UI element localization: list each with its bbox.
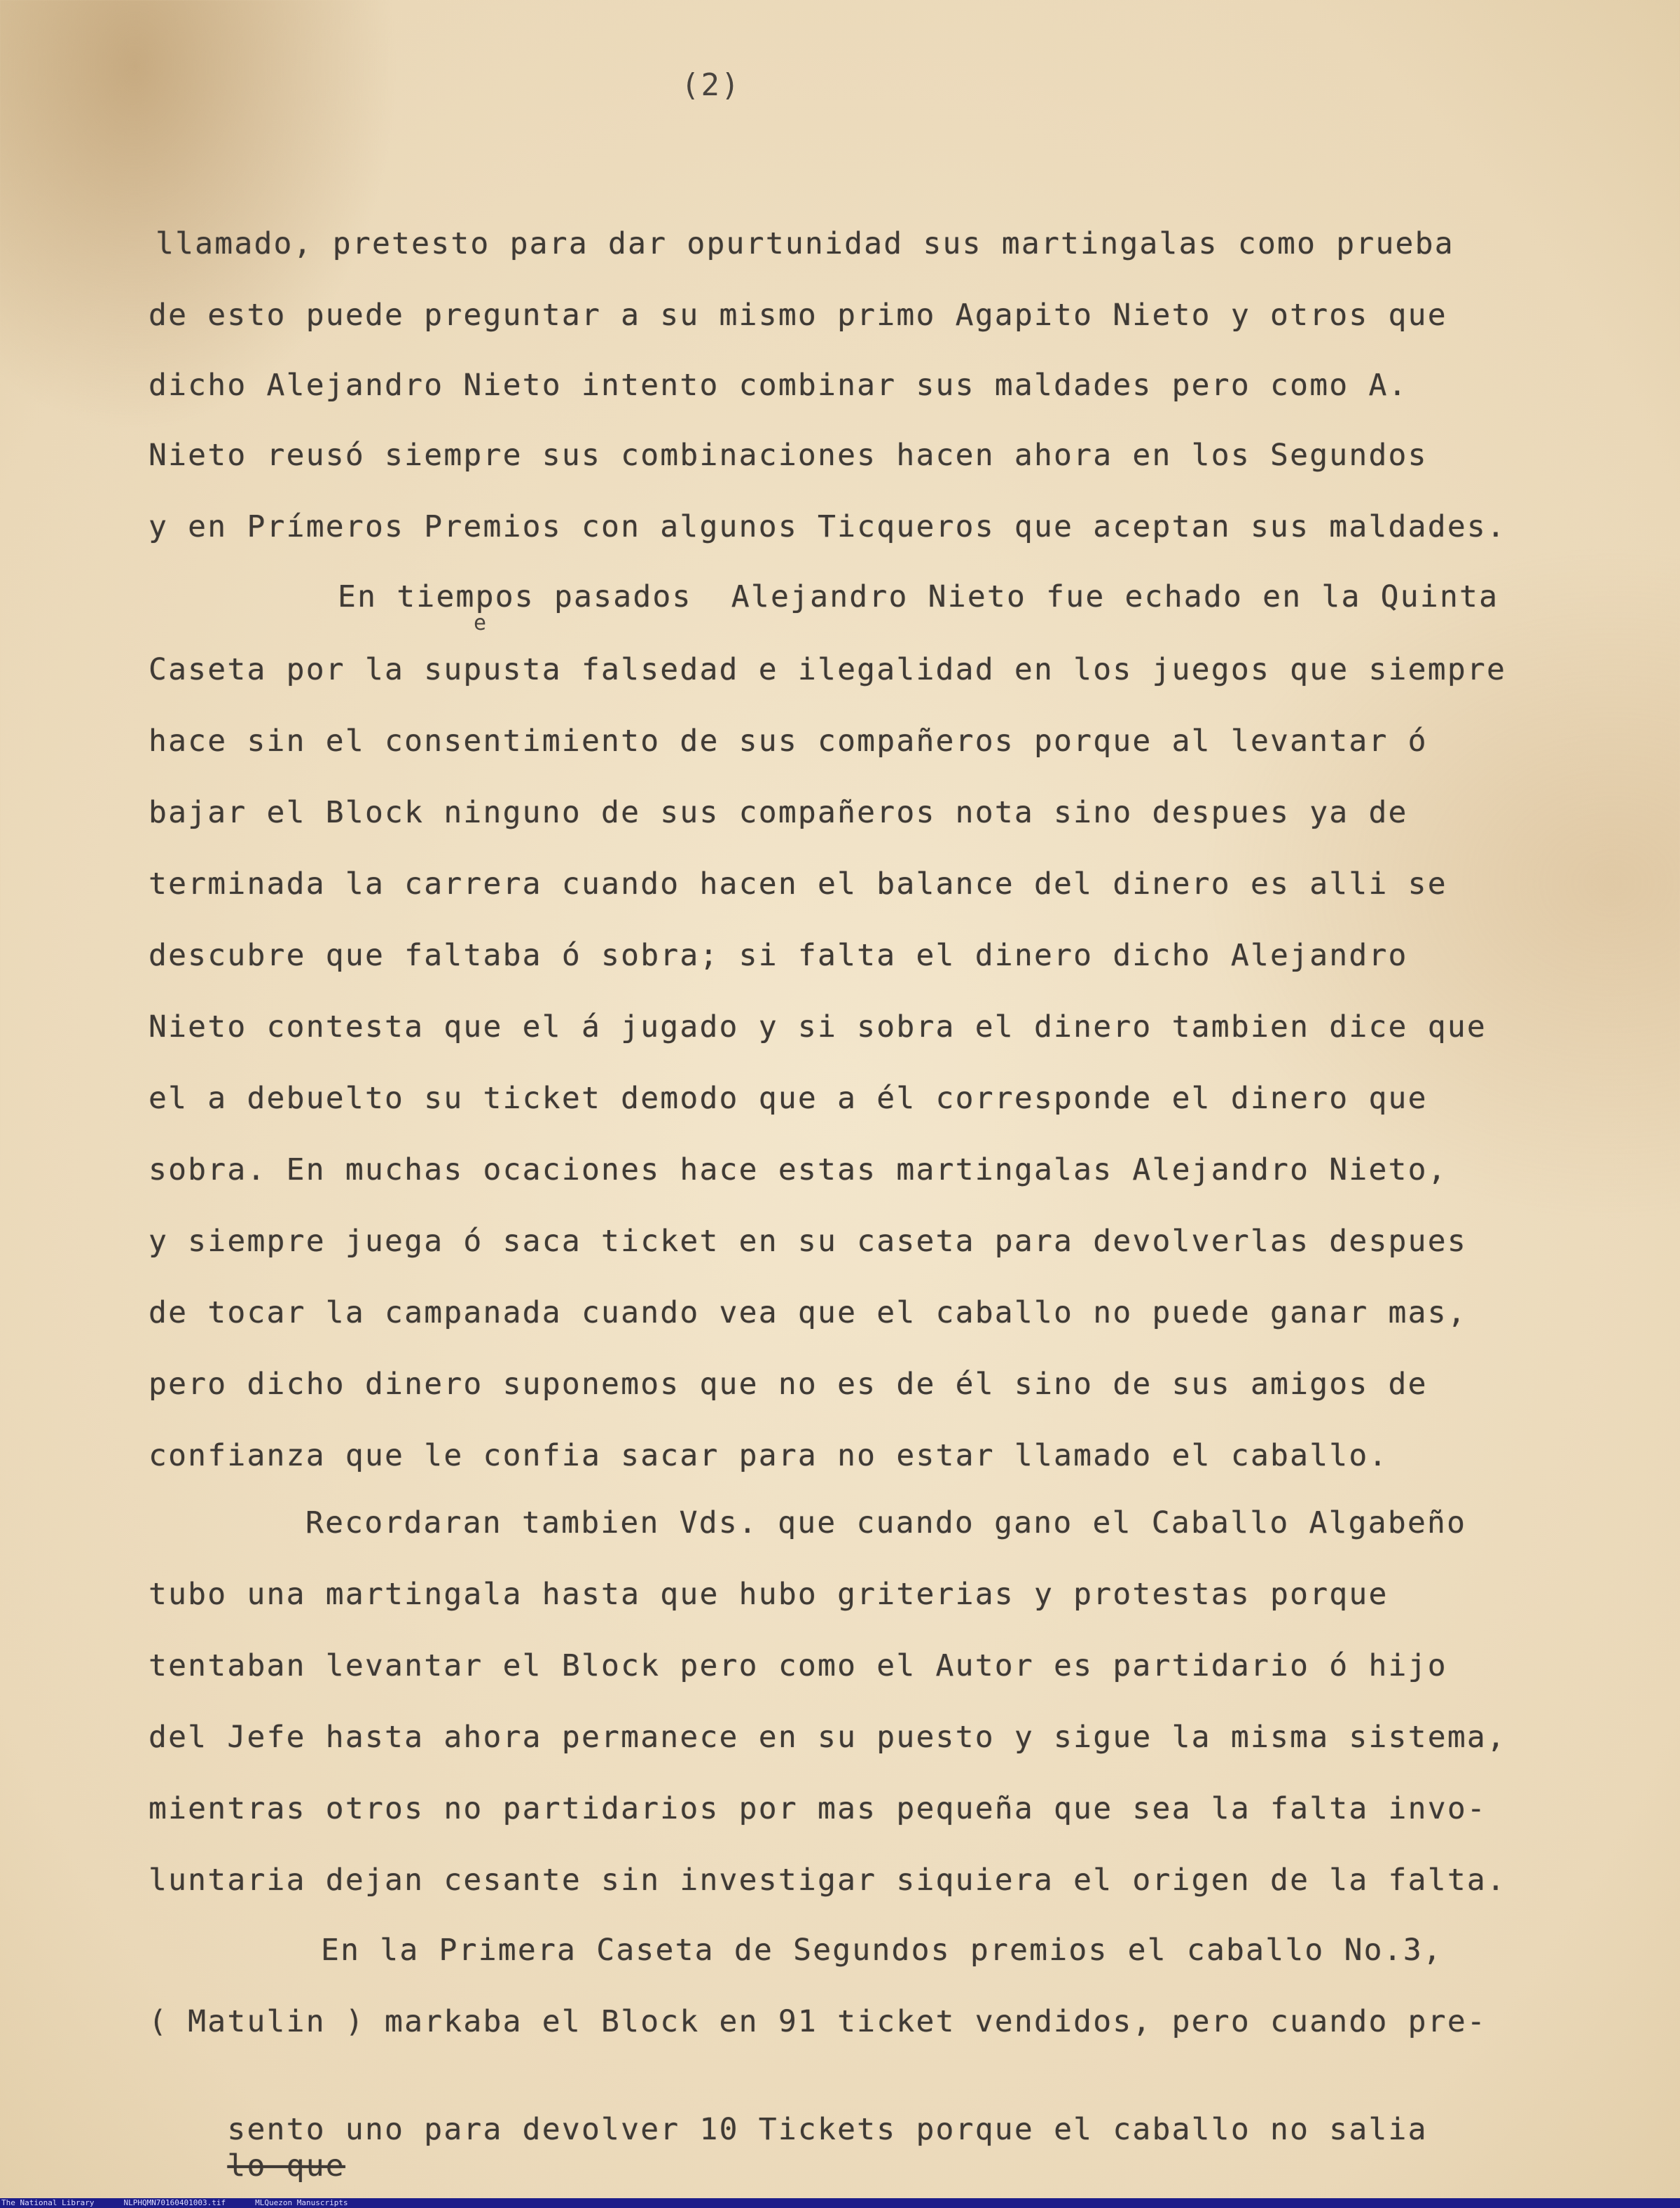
text-line: descubre que faltaba ó sobra; si falta el dinero dicho Alejandro [149,938,1408,973]
archive-footer [0,2198,1680,2208]
text-line: sobra. En muchas ocaciones hace estas martingalas Alejandro Nieto, [149,1152,1447,1187]
text-line: del Jefe hasta ahora permanece en su puesto y sigue la misma sistema, [149,1720,1507,1755]
struck-text: lo que [227,2148,345,2183]
text-line: pero dicho dinero suponemos que no es de él sino de sus amigos de [149,1367,1428,1402]
text-line: confianza que le confia sacar para no estar llamado el caballo. [149,1438,1389,1473]
text-line: dicho Alejandro Nieto intento combinar sus maldades pero como A. [149,368,1408,403]
text-line [149,2075,1428,2208]
text-line: hace sin el consentimiento de sus compañeros porque al levantar ó [149,724,1428,759]
text-line: de tocar la campanada cuando vea que el caballo no puede ganar mas, [149,1295,1467,1330]
text-line: mientras otros no partidarios por mas pequeña que sea la falta invo- [149,1791,1487,1826]
text-line: el a debuelto su ticket demodo que a él corresponde el dinero que [149,1081,1428,1116]
text-line: de esto puede preguntar a su mismo primo Agapito Nieto y otros que [149,298,1447,333]
page-number: (2) [681,67,741,103]
text-line: llamado, pretesto para dar opurtunidad sus martingalas como prueba [156,226,1454,261]
text-line-content: sento uno para devolver 10 Tickets porque el caballo no salia [227,2112,1428,2147]
text-line: Caseta por la supusta falsedad e ilegalidad en los juegos que siempre [149,652,1507,687]
insert-mark: e [474,611,487,635]
footer-collection: MLQuezon Manuscripts [255,2198,348,2207]
text-line: tentaban levantar el Block pero como el Autor es partidario ó hijo [149,1648,1447,1683]
text-line: tubo una martingala hasta que hubo griterias y protestas porque [149,1577,1389,1612]
text-line: En tiempos pasados Alejandro Nieto fue echado en la Quinta [338,579,1499,614]
footer-library: The National Library [1,2198,95,2207]
text-line: bajar el Block ninguno de sus compañeros nota sino despues ya de [149,795,1408,830]
footer-file: NLPHQMN70160401003.tif [123,2198,226,2207]
text-line: Nieto contesta que el á jugado y si sobra el dinero tambien dice que [149,1009,1487,1044]
text-line: ( Matulin ) markaba el Block en 91 ticket vendidos, pero cuando pre- [149,2004,1487,2039]
text-line: y en Prímeros Premios con algunos Ticqueros que aceptan sus maldades. [149,509,1507,544]
text-line: terminada la carrera cuando hacen el balance del dinero es alli se [149,867,1447,902]
text-line: luntaria dejan cesante sin investigar siquiera el origen de la falta. [149,1863,1507,1898]
text-line: En la Primera Caseta de Segundos premios el caballo No.3, [321,1933,1443,1968]
text-line: y siempre juega ó saca ticket en su caseta para devolverlas despues [149,1224,1467,1259]
text-line: Recordaran tambien Vds. que cuando gano el Caballo Algabeño [305,1505,1467,1540]
text-line: Nieto reusó siempre sus combinaciones hacen ahora en los Segundos [149,438,1428,473]
